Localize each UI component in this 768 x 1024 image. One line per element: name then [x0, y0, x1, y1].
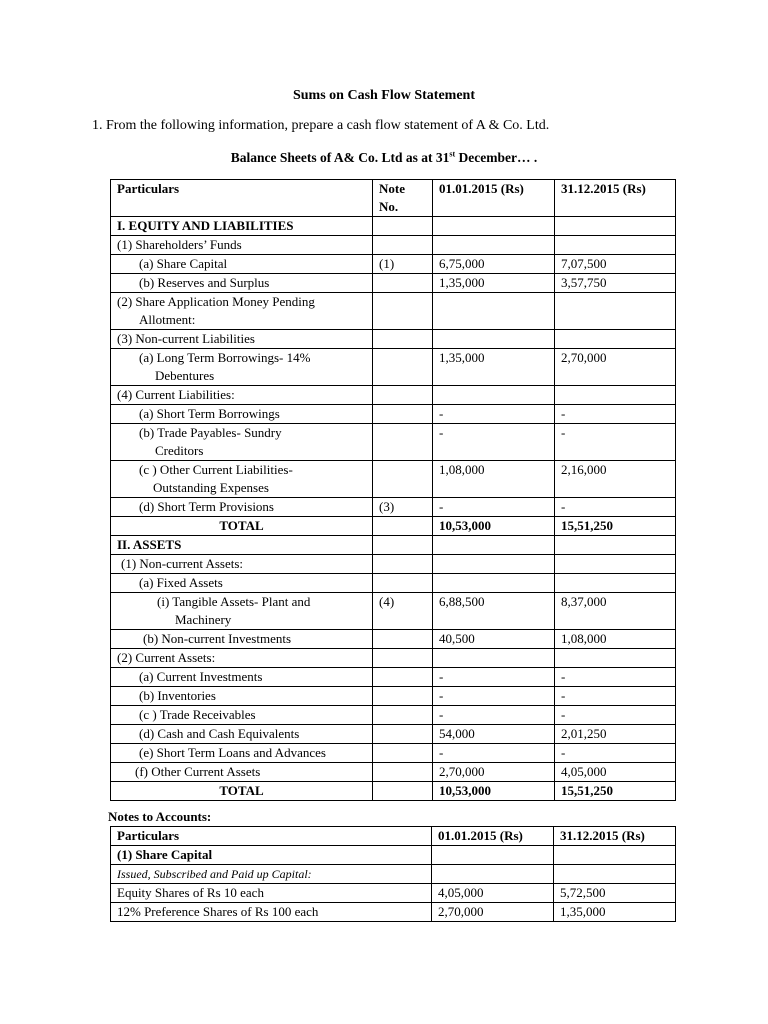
table-row	[111, 668, 676, 687]
row-value-2: 7,07,500	[555, 255, 676, 274]
table-row	[111, 424, 676, 461]
row-value-1: 10,53,000	[433, 782, 555, 801]
row-value-1: 4,05,000	[432, 884, 554, 903]
table-row	[111, 725, 676, 744]
row-note	[373, 424, 433, 461]
header-note-no: Note No.	[373, 180, 433, 217]
row-value-1: 2,70,000	[433, 763, 555, 782]
header-particulars: Particulars	[111, 180, 373, 217]
row-note	[373, 744, 433, 763]
row-particulars: (1) Shareholders’ Funds	[111, 236, 373, 255]
row-value-2	[554, 865, 676, 884]
table-row	[111, 706, 676, 725]
row-value-1: 6,75,000	[433, 255, 555, 274]
row-note	[373, 668, 433, 687]
row-note	[373, 517, 433, 536]
row-value-2: -	[555, 668, 676, 687]
row-particulars: I. EQUITY AND LIABILITIES	[111, 217, 373, 236]
row-particulars: (b) Inventories	[111, 687, 373, 706]
row-value-2	[555, 293, 676, 330]
table-row	[111, 536, 676, 555]
row-note	[373, 630, 433, 649]
row-value-2	[554, 846, 676, 865]
table-row	[111, 217, 676, 236]
row-particulars-line-1: (a) Long Term Borrowings- 14%	[139, 350, 311, 365]
document-title: Sums on Cash Flow Statement	[292, 88, 475, 103]
row-particulars-line-2: Debentures	[155, 368, 215, 383]
table-row	[111, 884, 676, 903]
row-value-1: -	[433, 405, 555, 424]
row-value-1	[433, 330, 555, 349]
row-particulars: (f) Other Current Assets	[111, 763, 373, 782]
row-value-1: -	[433, 668, 555, 687]
table-row	[111, 865, 676, 884]
row-value-2: 3,57,750	[555, 274, 676, 293]
row-note	[373, 763, 433, 782]
row-value-2	[555, 649, 676, 668]
row-particulars: Issued, Subscribed and Paid up Capital:	[111, 865, 432, 884]
row-note	[373, 386, 433, 405]
table-row	[111, 349, 676, 386]
row-particulars-line-2: Creditors	[155, 443, 204, 458]
row-particulars: (b) Reserves and Surplus	[111, 274, 373, 293]
row-value-2: -	[555, 424, 676, 461]
table-row	[111, 744, 676, 763]
row-value-1	[433, 236, 555, 255]
row-particulars-line-2: Machinery	[175, 612, 232, 627]
balance-sheet-title	[0, 150, 768, 166]
row-particulars: (2) Current Assets:	[111, 649, 373, 668]
table-row	[111, 405, 676, 424]
row-particulars: (1) Share Capital	[111, 846, 432, 865]
row-particulars: (4) Current Liabilities:	[111, 386, 373, 405]
row-value-2: -	[555, 706, 676, 725]
row-value-1	[433, 293, 555, 330]
row-value-2: 1,08,000	[555, 630, 676, 649]
balance-sheet-title-post: December… .	[455, 150, 538, 165]
row-value-2: -	[555, 405, 676, 424]
header-date-2: 31.12.2015 (Rs)	[554, 827, 676, 846]
header-particulars: Particulars	[111, 827, 432, 846]
row-value-1	[433, 536, 555, 555]
row-value-1: -	[433, 687, 555, 706]
notes-title: Notes to Accounts:	[108, 809, 212, 824]
row-particulars-line-1: (2) Share Application Money Pending	[117, 294, 315, 309]
table-row	[111, 293, 676, 330]
table-row	[111, 593, 676, 630]
row-particulars: TOTAL	[111, 782, 373, 801]
notes-table	[110, 826, 676, 922]
table-header-row	[111, 180, 676, 217]
row-value-2: 2,01,250	[555, 725, 676, 744]
row-value-2: -	[555, 687, 676, 706]
row-note: (4)	[373, 593, 433, 630]
row-value-1	[432, 865, 554, 884]
row-value-1: 1,08,000	[433, 461, 555, 498]
row-particulars	[111, 593, 373, 630]
table-row	[111, 649, 676, 668]
table-row	[111, 274, 676, 293]
row-value-2: 15,51,250	[555, 517, 676, 536]
table-row	[111, 903, 676, 922]
row-value-2	[555, 536, 676, 555]
table-row	[111, 330, 676, 349]
row-value-1	[432, 846, 554, 865]
row-value-2	[555, 330, 676, 349]
row-value-1: -	[433, 498, 555, 517]
table-row	[111, 630, 676, 649]
row-particulars	[111, 461, 373, 498]
row-value-1	[433, 649, 555, 668]
row-note	[373, 782, 433, 801]
table-row-total	[111, 782, 676, 801]
row-value-2: 5,72,500	[554, 884, 676, 903]
row-value-2	[555, 555, 676, 574]
row-value-1: 6,88,500	[433, 593, 555, 630]
row-value-2	[555, 574, 676, 593]
row-value-2: 2,70,000	[555, 349, 676, 386]
table-row	[111, 461, 676, 498]
table-row	[111, 574, 676, 593]
row-value-1: 40,500	[433, 630, 555, 649]
table-row	[111, 763, 676, 782]
question-intro: 1. From the following information, prepare a cash flow statement of A & Co. Ltd.	[92, 118, 550, 133]
row-particulars-line-1: (c ) Other Current Liabilities-	[139, 462, 293, 477]
row-particulars: (3) Non-current Liabilities	[111, 330, 373, 349]
row-note	[373, 536, 433, 555]
row-value-2	[555, 236, 676, 255]
row-particulars: TOTAL	[111, 517, 373, 536]
row-particulars: Equity Shares of Rs 10 each	[111, 884, 432, 903]
row-note	[373, 405, 433, 424]
table-row	[111, 687, 676, 706]
row-value-2	[555, 217, 676, 236]
row-particulars: (a) Current Investments	[111, 668, 373, 687]
row-particulars: (c ) Trade Receivables	[111, 706, 373, 725]
row-note	[373, 461, 433, 498]
row-value-1: -	[433, 706, 555, 725]
table-row	[111, 498, 676, 517]
row-value-1	[433, 386, 555, 405]
row-value-1: 1,35,000	[433, 274, 555, 293]
table-row	[111, 555, 676, 574]
table-row	[111, 386, 676, 405]
row-particulars: (a) Share Capital	[111, 255, 373, 274]
row-particulars: (d) Short Term Provisions	[111, 498, 373, 517]
row-particulars: (a) Short Term Borrowings	[111, 405, 373, 424]
row-particulars	[111, 349, 373, 386]
row-value-1: -	[433, 424, 555, 461]
row-note: (3)	[373, 498, 433, 517]
row-value-2: 15,51,250	[555, 782, 676, 801]
row-value-1: 1,35,000	[433, 349, 555, 386]
row-value-1	[433, 574, 555, 593]
row-note	[373, 555, 433, 574]
table-row-total	[111, 517, 676, 536]
row-particulars: (a) Fixed Assets	[111, 574, 373, 593]
row-note	[373, 217, 433, 236]
row-value-1: 10,53,000	[433, 517, 555, 536]
row-particulars-line-1: (i) Tangible Assets- Plant and	[157, 594, 311, 609]
row-note	[373, 293, 433, 330]
row-particulars	[111, 424, 373, 461]
row-note	[373, 349, 433, 386]
row-note	[373, 725, 433, 744]
row-value-1: 2,70,000	[432, 903, 554, 922]
row-note	[373, 649, 433, 668]
row-particulars-line-2: Outstanding Expenses	[153, 480, 269, 495]
balance-sheet-title-sup: st	[449, 149, 456, 159]
table-row	[111, 255, 676, 274]
row-particulars: II. ASSETS	[111, 536, 373, 555]
row-particulars: (1) Non-current Assets:	[111, 555, 373, 574]
row-particulars: (e) Short Term Loans and Advances	[111, 744, 373, 763]
row-value-1	[433, 217, 555, 236]
header-date-1: 01.01.2015 (Rs)	[432, 827, 554, 846]
header-date-1: 01.01.2015 (Rs)	[433, 180, 555, 217]
row-particulars-line-1: (b) Trade Payables- Sundry	[139, 425, 282, 440]
row-value-2: -	[555, 744, 676, 763]
table-header-row	[111, 827, 676, 846]
row-value-2: 1,35,000	[554, 903, 676, 922]
row-value-1: -	[433, 744, 555, 763]
row-note	[373, 574, 433, 593]
header-date-2: 31.12.2015 (Rs)	[555, 180, 676, 217]
balance-sheet-table	[110, 179, 676, 801]
row-particulars: (d) Cash and Cash Equivalents	[111, 725, 373, 744]
table-row	[111, 846, 676, 865]
row-value-2	[555, 386, 676, 405]
row-particulars	[111, 293, 373, 330]
row-particulars: 12% Preference Shares of Rs 100 each	[111, 903, 432, 922]
row-particulars: (b) Non-current Investments	[111, 630, 373, 649]
row-value-1	[433, 555, 555, 574]
row-particulars-line-2: Allotment:	[139, 312, 196, 327]
row-note	[373, 274, 433, 293]
row-value-2: 8,37,000	[555, 593, 676, 630]
balance-sheet-title-pre: Balance Sheets of A& Co. Ltd as at 31	[230, 150, 450, 165]
row-note	[373, 330, 433, 349]
row-note	[373, 706, 433, 725]
row-note	[373, 687, 433, 706]
table-row	[111, 236, 676, 255]
row-value-2: 2,16,000	[555, 461, 676, 498]
row-value-2: -	[555, 498, 676, 517]
row-note	[373, 236, 433, 255]
row-value-2: 4,05,000	[555, 763, 676, 782]
row-note: (1)	[373, 255, 433, 274]
row-value-1: 54,000	[433, 725, 555, 744]
